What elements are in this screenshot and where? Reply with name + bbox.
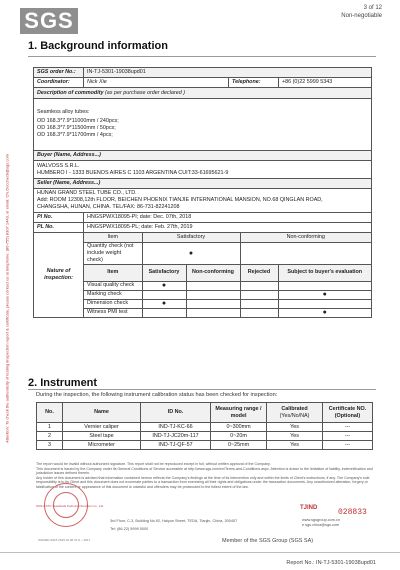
background-table (33, 67, 372, 318)
sgs-logo: SGS (20, 8, 78, 34)
instrument-calibrated: Yes (267, 423, 323, 432)
commodity-row (34, 99, 372, 151)
instrument-name: Steel tape (63, 432, 141, 441)
coordinator-label: Coordinator: (34, 78, 84, 88)
commodity-header-row (34, 88, 372, 99)
serial-number: 028833 (338, 508, 367, 517)
inspection-table (84, 233, 371, 317)
inspection-row (34, 233, 372, 318)
pl-value: HNGSPWX18095-PL; date: Feb. 27th, 2019 (84, 223, 372, 233)
buyer-line: WALVOSS S.R.L. (37, 162, 80, 169)
satisfactory-mark (142, 290, 186, 299)
nonconforming-mark (186, 299, 240, 308)
pl-label: PL No. (34, 223, 84, 233)
quantity-check-row (84, 242, 371, 264)
instrument-id: IND-TJ-QF-57 (141, 441, 211, 450)
rejected-mark (240, 299, 278, 308)
seller-line: CHANGSHA, HUNAN, CHINA. TEL/FAX: 86-731-82241208 (37, 204, 180, 210)
subject-mark (278, 299, 371, 308)
seal-text: SGS-CSTC Standards Technical Services Co., Ltd. (36, 504, 104, 508)
divider (28, 389, 376, 390)
buyer-header-row (34, 151, 372, 161)
company-address: 3rd Floor, C-3, Building No.92, Haiyun Street, TEDA, Tianjin, China, 300457 (110, 519, 238, 523)
col-certificate-label: Certificate NO. (328, 405, 367, 412)
satisfactory-mark: ● (142, 299, 186, 308)
pi-row (34, 213, 372, 223)
inspection-head2-subject: Subject to buyer's evaluation (278, 264, 371, 281)
inspection-row-visual (84, 281, 371, 290)
nonconforming-mark (186, 281, 240, 290)
inspection-item: Witness PMI test (84, 308, 142, 317)
side-attention-text: Attention: To check the authenticity of testing /inspection report & certificate, please contact us at telephone: (86-755) 8307 1443, or email: CN.Doccheck@sgs.com (4, 154, 10, 443)
col-certificate-sub: (Optional) (334, 412, 361, 419)
nonconforming-mark (186, 308, 240, 317)
sgs-order-value: IN-TJ-5301-19038upd01 (84, 68, 372, 78)
col-calibrated (267, 403, 323, 423)
quantity-check-label: Quantity check (not include weight check) (84, 242, 142, 264)
rejected-mark (240, 308, 278, 317)
rejected-mark (240, 281, 278, 290)
disclaimer-3: Any holder of this document is advised that information contained hereon reflects the Company's findings at the time of its intervention only and within the limits of Client's instructions, if any. The Company's sole responsibility is to its Client and this document does not exonerate parties to a transaction from exercising all their rights and obligations under the transaction documents. Any unauthorized alteration, forgery or falsification of the content or appearance of this document is unlawful and offenders may be prosecuted to the fullest extent of the law. (36, 475, 370, 489)
pi-label: PI No. (34, 213, 84, 223)
instrument-id: IND-TJ-JC20m-117 (141, 432, 211, 441)
inspection-item: Dimension check (84, 299, 142, 308)
doc-id: ISO9001:2015 2015.01.06 V1.0 ~ 2017 (38, 538, 91, 542)
commodity-line: OD 168.3*7.9*11700mm / 4pcs; (37, 132, 113, 138)
disclaimer-2: This document is issued by the Company under its General Conditions of Service accessible at http://www.sgs.com/en/Terms-and-Conditions.aspx. Attention is drawn to the limitation of liability, indemnification and jurisdiction issues defined therein. (36, 466, 373, 476)
commodity-line: OD 168.3*7.9*11000mm / 240pcs; (37, 118, 119, 124)
instrument-no: 3 (37, 441, 63, 450)
report-number: Report No.: IN-TJ-5301-19038upd01 (286, 560, 376, 566)
instrument-cert: --- (323, 432, 373, 441)
col-certificate (323, 403, 373, 423)
inspection-head-satisfactory: Satisfactory (142, 233, 240, 242)
seller-label: Seller (Name, Address...) (34, 179, 372, 189)
col-name: Name (63, 403, 141, 423)
company-web (302, 518, 340, 528)
col-range: Measuring range / model (211, 403, 267, 423)
telephone-value: +86 (0)22 5999 5343 (279, 78, 372, 88)
instrument-range: 0~20m (211, 432, 267, 441)
pl-row (34, 223, 372, 233)
subject-mark (278, 281, 371, 290)
instrument-range: 0~300mm (211, 423, 267, 432)
col-calibrated-label: Calibrated (281, 405, 308, 412)
page-info (341, 4, 382, 20)
buyer-label: Buyer (Name, Address...) (34, 151, 372, 161)
coordinator-value: Nick Xie (84, 78, 229, 88)
instrument-name: Micrometer (63, 441, 141, 450)
col-id: ID No. (141, 403, 211, 423)
commodity-label: Description of commodity (37, 89, 104, 96)
inspection-head2-nonconforming: Non-conforming (186, 264, 240, 281)
company-web-1: www.sgsgroup.com.cn (302, 518, 340, 522)
inspection-head-1 (84, 233, 371, 242)
non-negotiable-label: Non-negotiable (341, 13, 382, 19)
inspection-head2-rejected: Rejected (240, 264, 278, 281)
tjind-mark: TJIND (300, 505, 318, 511)
col-calibrated-sub: (Yes/No/NA) (279, 412, 310, 419)
inspection-head-nonconforming: Non-conforming (240, 233, 371, 242)
coordinator-row (34, 78, 372, 88)
seller-row (34, 189, 372, 213)
inspection-row-marking (84, 290, 371, 299)
instrument-cert: --- (323, 423, 373, 432)
inspection-item: Visual quality check (84, 281, 142, 290)
inspection-head-item: Item (84, 233, 142, 242)
col-no: No. (37, 403, 63, 423)
seller-line: HUNAN GRAND STEEL TUBE CO., LTD. (37, 190, 137, 196)
pi-value: HNGSPWX18095-PI; date: Dec. 07th, 2018 (84, 213, 372, 223)
instrument-calibrated: Yes (267, 432, 323, 441)
seller-header-row (34, 179, 372, 189)
instrument-row (37, 432, 373, 441)
section-2-title: 2. Instrument (28, 377, 98, 389)
page-number: 3 of 12 (363, 5, 382, 11)
commodity-note: (as per purchase order declared ) (105, 89, 186, 96)
instrument-id: IND-TJ-KC-66 (141, 423, 211, 432)
telephone-label: Telephone: (229, 78, 279, 88)
instrument-table (36, 402, 373, 450)
inspection-head2-satisfactory: Satisfactory (142, 264, 186, 281)
divider (28, 56, 376, 57)
order-row (34, 68, 372, 78)
instrument-calibrated: Yes (267, 441, 323, 450)
subject-mark: ● (278, 308, 371, 317)
seller-line: Add: ROOM 12308,12th FLOOR, BEICHEN PHOENIX TIANJIE INTERNATIONAL MANSION, NO.68 QINGLAN ROAD, (37, 197, 323, 203)
company-tel: Tel: (86-22) 5999 5000 (110, 527, 149, 531)
quantity-check-satisfactory-mark: ● (142, 242, 240, 264)
instrument-row (37, 423, 373, 432)
section-1-title: 1. Background information (28, 40, 168, 52)
instrument-name: Vernier caliper (63, 423, 141, 432)
commodity-line: Seamless alloy tubes: (37, 109, 90, 115)
instrument-range: 0~25mm (211, 441, 267, 450)
instrument-header-row (37, 403, 373, 423)
buyer-line: HUMBERO I - 1333 BUENOS AIRES C 1103 ARGENTINA CUIT:33-61695621-9 (37, 169, 229, 176)
satisfactory-mark: ● (142, 281, 186, 290)
inspection-row-dimension (84, 299, 371, 308)
nonconforming-mark (186, 290, 240, 299)
company-web-2: e sgs.china@sgs.com (302, 523, 340, 527)
sgs-order-label: SGS order No.: (34, 68, 84, 78)
inspection-head2-item: Item (84, 264, 142, 281)
footer-divider (0, 552, 400, 553)
buyer-row (34, 161, 372, 179)
instrument-no: 1 (37, 423, 63, 432)
instrument-cert: --- (323, 441, 373, 450)
rejected-mark (240, 290, 278, 299)
subject-mark: ● (278, 290, 371, 299)
instrument-intro: During the inspection, the following instrument calibration status has been checked for inspection: (36, 392, 278, 398)
disclaimer-1: The report would be invalid without authorized signature. This report shall not be reproduced except in full, without written approval of the Company. (36, 462, 271, 466)
sgs-member-text: Member of the SGS Group (SGS SA) (222, 538, 314, 544)
satisfactory-mark (142, 308, 186, 317)
instrument-row (37, 441, 373, 450)
inspection-row-pmi (84, 308, 371, 317)
footer-disclaimer (36, 462, 374, 490)
inspection-head-2 (84, 264, 371, 281)
inspection-item: Marking check (84, 290, 142, 299)
instrument-no: 2 (37, 432, 63, 441)
nature-of-inspection-label: Nature of inspection: (34, 233, 84, 318)
commodity-line: OD 168.3*7.9*11500mm / 50pcs; (37, 125, 116, 131)
